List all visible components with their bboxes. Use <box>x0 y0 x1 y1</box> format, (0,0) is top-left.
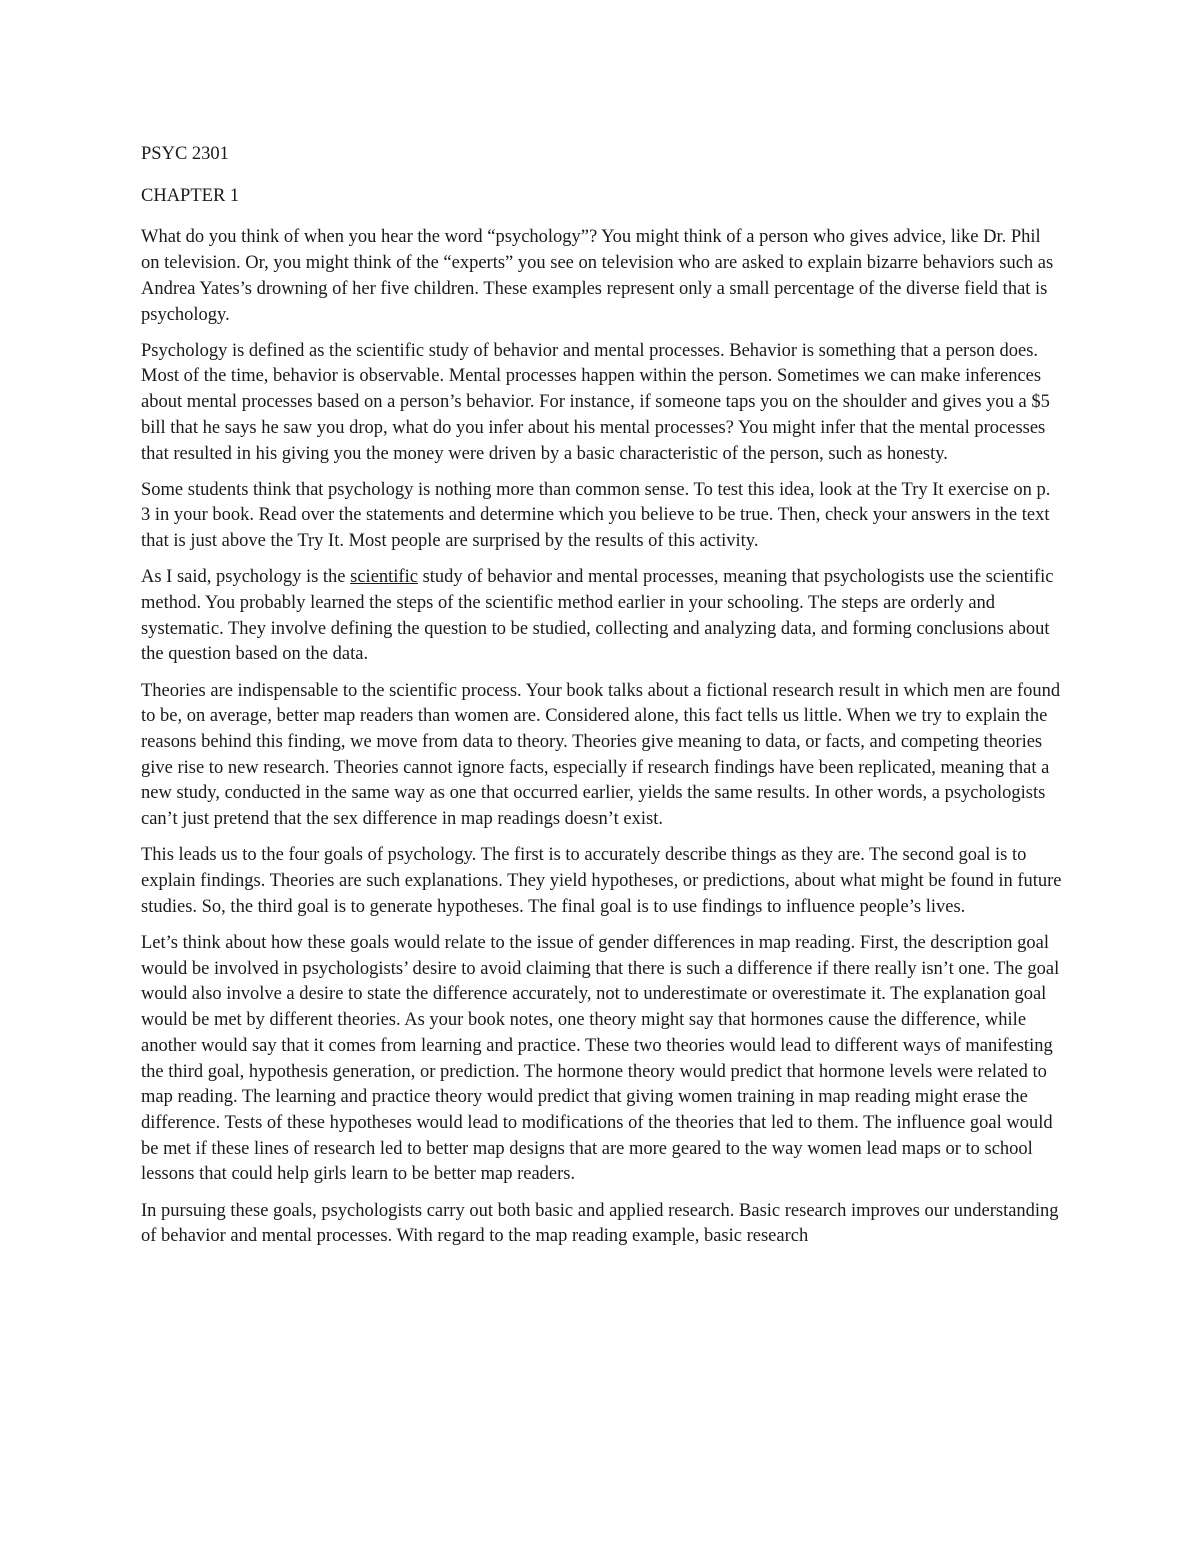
document-body <box>141 142 1063 1260</box>
chapter-heading: CHAPTER 1 <box>141 185 240 206</box>
underlined-word: scientific <box>350 567 418 588</box>
paragraph-scientific-method <box>141 565 1063 668</box>
paragraph-map-reading-goals: Let’s think about how these goals would relate to the issue of gender differences in map reading. First, the description goal would be involved in psychologists’ desire to avoid claiming that there is such a difference if there really isn’t one. The goal would also involve a desire to state the difference accurately, not to underestimate or overestimate it. The explanation goal would be met by different theories. As your book notes, one theory might say that hormones cause the difference, while another would say that it comes from learning and practice. These two theories would lead to different ways of manifesting the third goal, hypothesis generation, or prediction. The hormone theory would predict that hormone levels were related to map reading. The learning and practice theory would predict that giving women training in map reading might erase the difference. Tests of these hypotheses would lead to modifications of the theories that led to them. The influence goal would be met if these lines of research led to better map designs that are more geared to the way women lead maps or to school lessons that could help girls learn to be better map readers. <box>141 932 1060 1185</box>
paragraph-text: study of behavior and mental processes, meaning that psychologists use the scientific method. You probably learned the steps of the scientific method earlier in your schooling. The steps are orderly and systematic. They involve defining the question to be studied, collecting and analyzing data, and forming conclusions about the question based on the data. <box>141 567 1054 665</box>
paragraph-intro: What do you think of when you hear the word “psychology”? You might think of a person who gives advice, like Dr. Phil on television. Or, you might think of the “experts” you see on television who are asked to explain bizarre behaviors such as Andrea Yates’s drowning of her five children. These examples represent only a small percentage of the diverse field that is psychology. <box>141 227 1054 325</box>
paragraph-definition: Psychology is defined as the scientific study of behavior and mental processes. Behavior is something that a person does. Most of the time, behavior is observable. Mental processes happen within the person. Sometimes we can make inferences about mental processes based on a person’s behavior. For instance, if someone taps you on the shoulder and gives you a $5 bill that he says he saw you drop, what do you infer about his mental processes? You might infer that the mental processes that resulted in his giving you the money were driven by a basic characteristic of the person, such as honesty. <box>141 340 1050 464</box>
paragraph-text: As I said, psychology is the <box>141 567 351 588</box>
paragraph-common-sense: Some students think that psychology is nothing more than common sense. To test this idea, look at the Try It exercise on p. 3 in your book. Read over the statements and determine which you believe to be true. Then, check your answers in the text that is just above the Try It. Most people are surprised by the results of this activity. <box>141 479 1051 552</box>
paragraph-four-goals: This leads us to the four goals of psychology. The first is to accurately describe things as they are. The second goal is to explain findings. Theories are such explanations. They yield hypotheses, or predictions, about what might be found in future studies. So, the third goal is to generate hypotheses. The final goal is to use findings to influence people’s lives. <box>141 845 1062 917</box>
paragraph-theories: Theories are indispensable to the scientific process. Your book talks about a fictional research result in which men are found to be, on average, better map readers than women are. Considered alone, this fact tells us little. When we try to explain the reasons behind this finding, we move from data to theory. Theories give meaning to data, or facts, and competing theories give rise to new research. Theories cannot ignore facts, especially if research findings have been replicated, meaning that a new study, conducted in the same way as one that occurred earlier, yields the same results. In other words, a psychologists can’t just pretend that the sex difference in map readings doesn’t exist. <box>141 680 1061 830</box>
paragraph-basic-applied-research: In pursuing these goals, psychologists carry out both basic and applied research. Basic research improves our understanding of behavior and mental processes. With regard to the map reading example, basic research <box>141 1200 1059 1247</box>
course-title: PSYC 2301 <box>141 144 229 164</box>
